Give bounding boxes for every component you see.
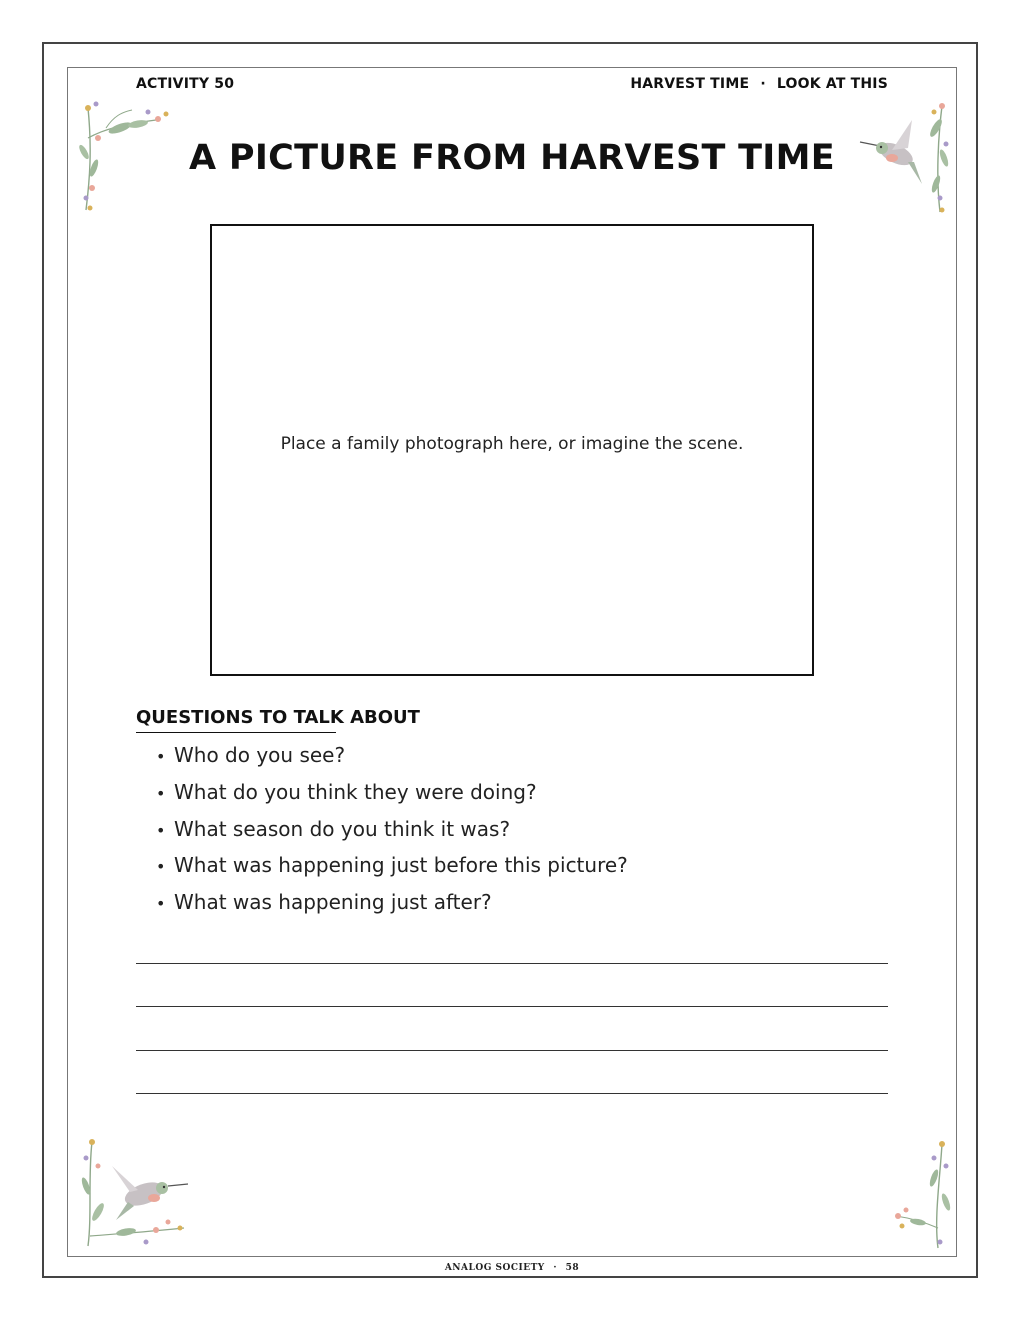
question-item <box>156 887 628 924</box>
footer-separator: · <box>553 1263 557 1273</box>
floral-sprig-icon <box>76 98 186 216</box>
bullet-icon: • <box>156 783 166 803</box>
breadcrumb-separator: · <box>760 76 766 92</box>
page-footer <box>0 1263 1024 1273</box>
question-item <box>156 740 628 777</box>
hummingbird-floral-icon <box>76 1136 196 1254</box>
writing-line <box>136 1006 888 1007</box>
writing-line <box>136 1093 888 1094</box>
writing-line <box>136 1050 888 1051</box>
question-item <box>156 850 628 887</box>
questions-list <box>156 740 628 924</box>
activity-label: ACTIVITY 50 <box>136 76 235 92</box>
question-text: What do you think they were doing? <box>174 779 537 804</box>
question-text: Who do you see? <box>174 743 346 767</box>
question-text: What was happening just after? <box>174 890 492 915</box>
subsection-name: LOOK AT THIS <box>776 76 888 92</box>
questions-heading: QUESTIONS TO TALK ABOUT <box>136 707 420 728</box>
photo-placeholder-box <box>210 224 814 676</box>
writing-line <box>136 963 888 964</box>
question-item <box>156 777 628 814</box>
bullet-icon: • <box>156 857 166 877</box>
questions-heading-underline <box>136 732 336 733</box>
hummingbird-floral-icon <box>852 98 950 216</box>
section-name: HARVEST TIME <box>630 76 750 92</box>
page-title: A PICTURE FROM HARVEST TIME <box>189 138 835 178</box>
bullet-icon: • <box>156 747 166 766</box>
bullet-icon: • <box>156 820 166 840</box>
footer-brand: ANALOG SOCIETY <box>444 1263 545 1273</box>
bullet-icon: • <box>156 894 166 914</box>
floral-sprig-icon <box>888 1138 954 1252</box>
question-text: What was happening just before this picture? <box>174 853 628 878</box>
section-breadcrumb <box>630 76 888 92</box>
photo-placeholder-caption: Place a family photograph here, or imagine the scene. <box>280 434 744 454</box>
question-text: What season do you think it was? <box>174 816 511 841</box>
page-number: 58 <box>565 1263 580 1273</box>
question-item <box>156 814 628 851</box>
